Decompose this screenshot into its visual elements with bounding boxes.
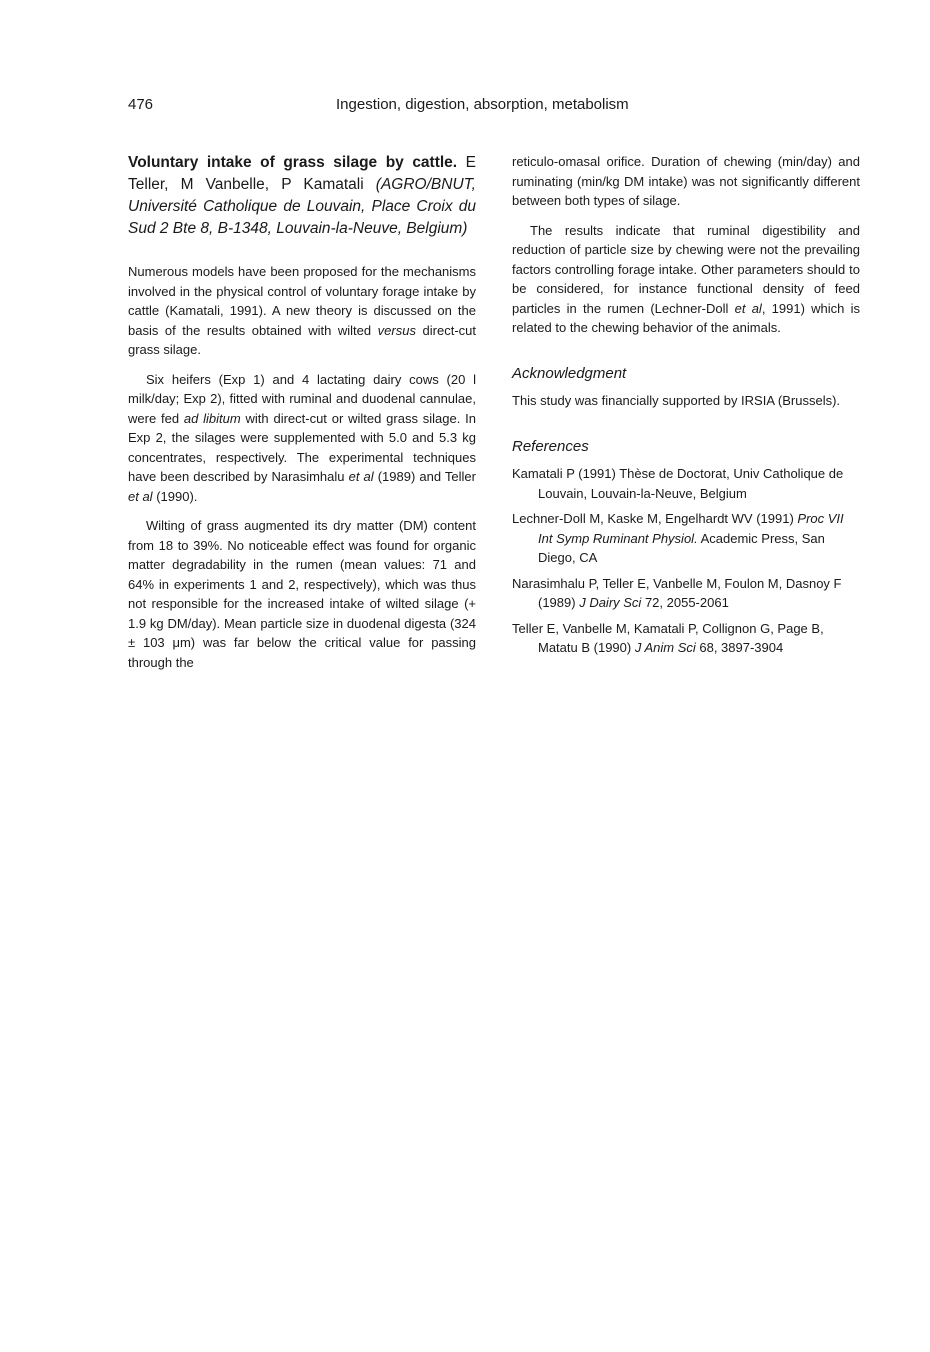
ref-2-source: Proc VII Int Symp Ruminant Physiol. <box>538 511 844 546</box>
ref-3-authors: Narasimhalu P, Teller E, Vanbelle M, Foulon M, Dasnoy F (1989) <box>512 575 842 610</box>
right-column <box>512 152 860 664</box>
ref-1-text: Kamatali P (1991) Thèse de Doctorat, Univ Catholique de Louvain, Louvain-la-Neuve, Belgium <box>512 466 844 501</box>
abstract-title: Voluntary intake of grass silage by cattle. <box>128 154 458 171</box>
ref-4-journal: J Anim Sci <box>634 640 696 655</box>
reference-item <box>512 509 860 568</box>
p2-italic-et-al-2: et al <box>128 488 153 504</box>
body-paragraph-4: reticulo-omasal orifice. Duration of chewing (min/day) and ruminating (min/kg DM intake) was not significantly different between both types of silage. <box>512 154 860 208</box>
p5-italic-et-al: et al <box>734 300 762 316</box>
ref-2-publisher: Academic Press, San Diego, CA <box>538 530 825 565</box>
p2-italic-ad-libitum: ad libitum <box>183 410 241 426</box>
p2-text-a: Six heifers (Exp 1) and 4 lactating dairy cows (20 l milk/day; Exp 2), fitted with ruminal and duodenal cannulae, were fed <box>128 371 476 426</box>
ref-3-journal: J Dairy Sci <box>579 595 642 610</box>
acknowledgment-text: This study was financially supported by IRSIA (Brussels). <box>512 393 841 408</box>
p5-text-c: , 1991) which is related to the chewing behavior of the animals. <box>512 300 860 335</box>
body-paragraph-2 <box>128 370 476 507</box>
ref-4-volume-pages: 68, 3897-3904 <box>695 640 784 655</box>
reference-item <box>512 574 860 613</box>
ref-2-authors: Lechner-Doll M, Kaske M, Engelhardt WV (1991) <box>512 511 798 526</box>
p2-italic-et-al-1: et al <box>348 469 374 484</box>
page-number: 476 <box>128 96 154 113</box>
body-paragraph-1 <box>128 262 476 360</box>
reference-item <box>512 619 860 658</box>
abstract-affiliation: (AGRO/BNUT, Université Catholique de Louvain, Place Croix du Sud 2 Bte 8, B-1348, Louvain-la-Neuve, Belgium) <box>128 176 476 237</box>
p2-text-e: (1989) and Teller <box>373 469 476 484</box>
p5-text-a: The results indicate that ruminal digestibility and reduction of particle size by chewing were not the prevailing factors controlling forage intake. Other parameters should to be considered, for instance functional density of feed particles in the rumen (Lechner-Doll <box>512 222 860 316</box>
p1-italic-versus: versus <box>377 322 416 338</box>
left-column <box>128 152 476 682</box>
reference-item <box>512 464 860 503</box>
page-header <box>128 96 828 118</box>
body-paragraph-3: Wilting of grass augmented its dry matter (DM) content from 18 to 39%. No noticeable effect was found for organic matter degradability in the rumen (mean values: 71 and 64% in experiments 1 and 2, respectively), which was thus not responsible for the increased intake of wilted silage (+ 1.9 kg DM/day). Mean particle size in duodenal digesta (324 ± 103 μm) was far below the critical value for passing through the <box>128 518 476 670</box>
p1-text-a: Numerous models have been proposed for the mechanisms involved in the physical control of voluntary forage intake by cattle (Kamatali, 1991). A new theory is discussed on the basis of the results obtained with wilted <box>128 264 476 338</box>
ref-4-authors: Teller E, Vanbelle M, Kamatali P, Collignon G, Page B, Matatu B (1990) <box>512 620 824 655</box>
ref-3-volume-pages: 72, 2055-2061 <box>641 595 729 610</box>
body-paragraph-5 <box>512 221 860 338</box>
references-heading: References <box>512 437 589 455</box>
p2-text-g: (1990). <box>152 488 198 504</box>
abstract-title-block <box>128 152 476 240</box>
acknowledgment-heading: Acknowledgment <box>512 364 627 382</box>
p1-text-c: direct-cut grass silage. <box>128 322 476 357</box>
abstract-authors: E Teller, M Vanbelle, P Kamatali <box>128 154 476 193</box>
p2-text-c: with direct-cut or wilted grass silage. In Exp 2, the silages were supplemented with 5.0 and 5.3 kg concentrates, respectively. The experimental techniques have been described by Narasimhalu <box>128 410 476 484</box>
running-head: Ingestion, digestion, absorption, metabolism <box>336 96 629 113</box>
